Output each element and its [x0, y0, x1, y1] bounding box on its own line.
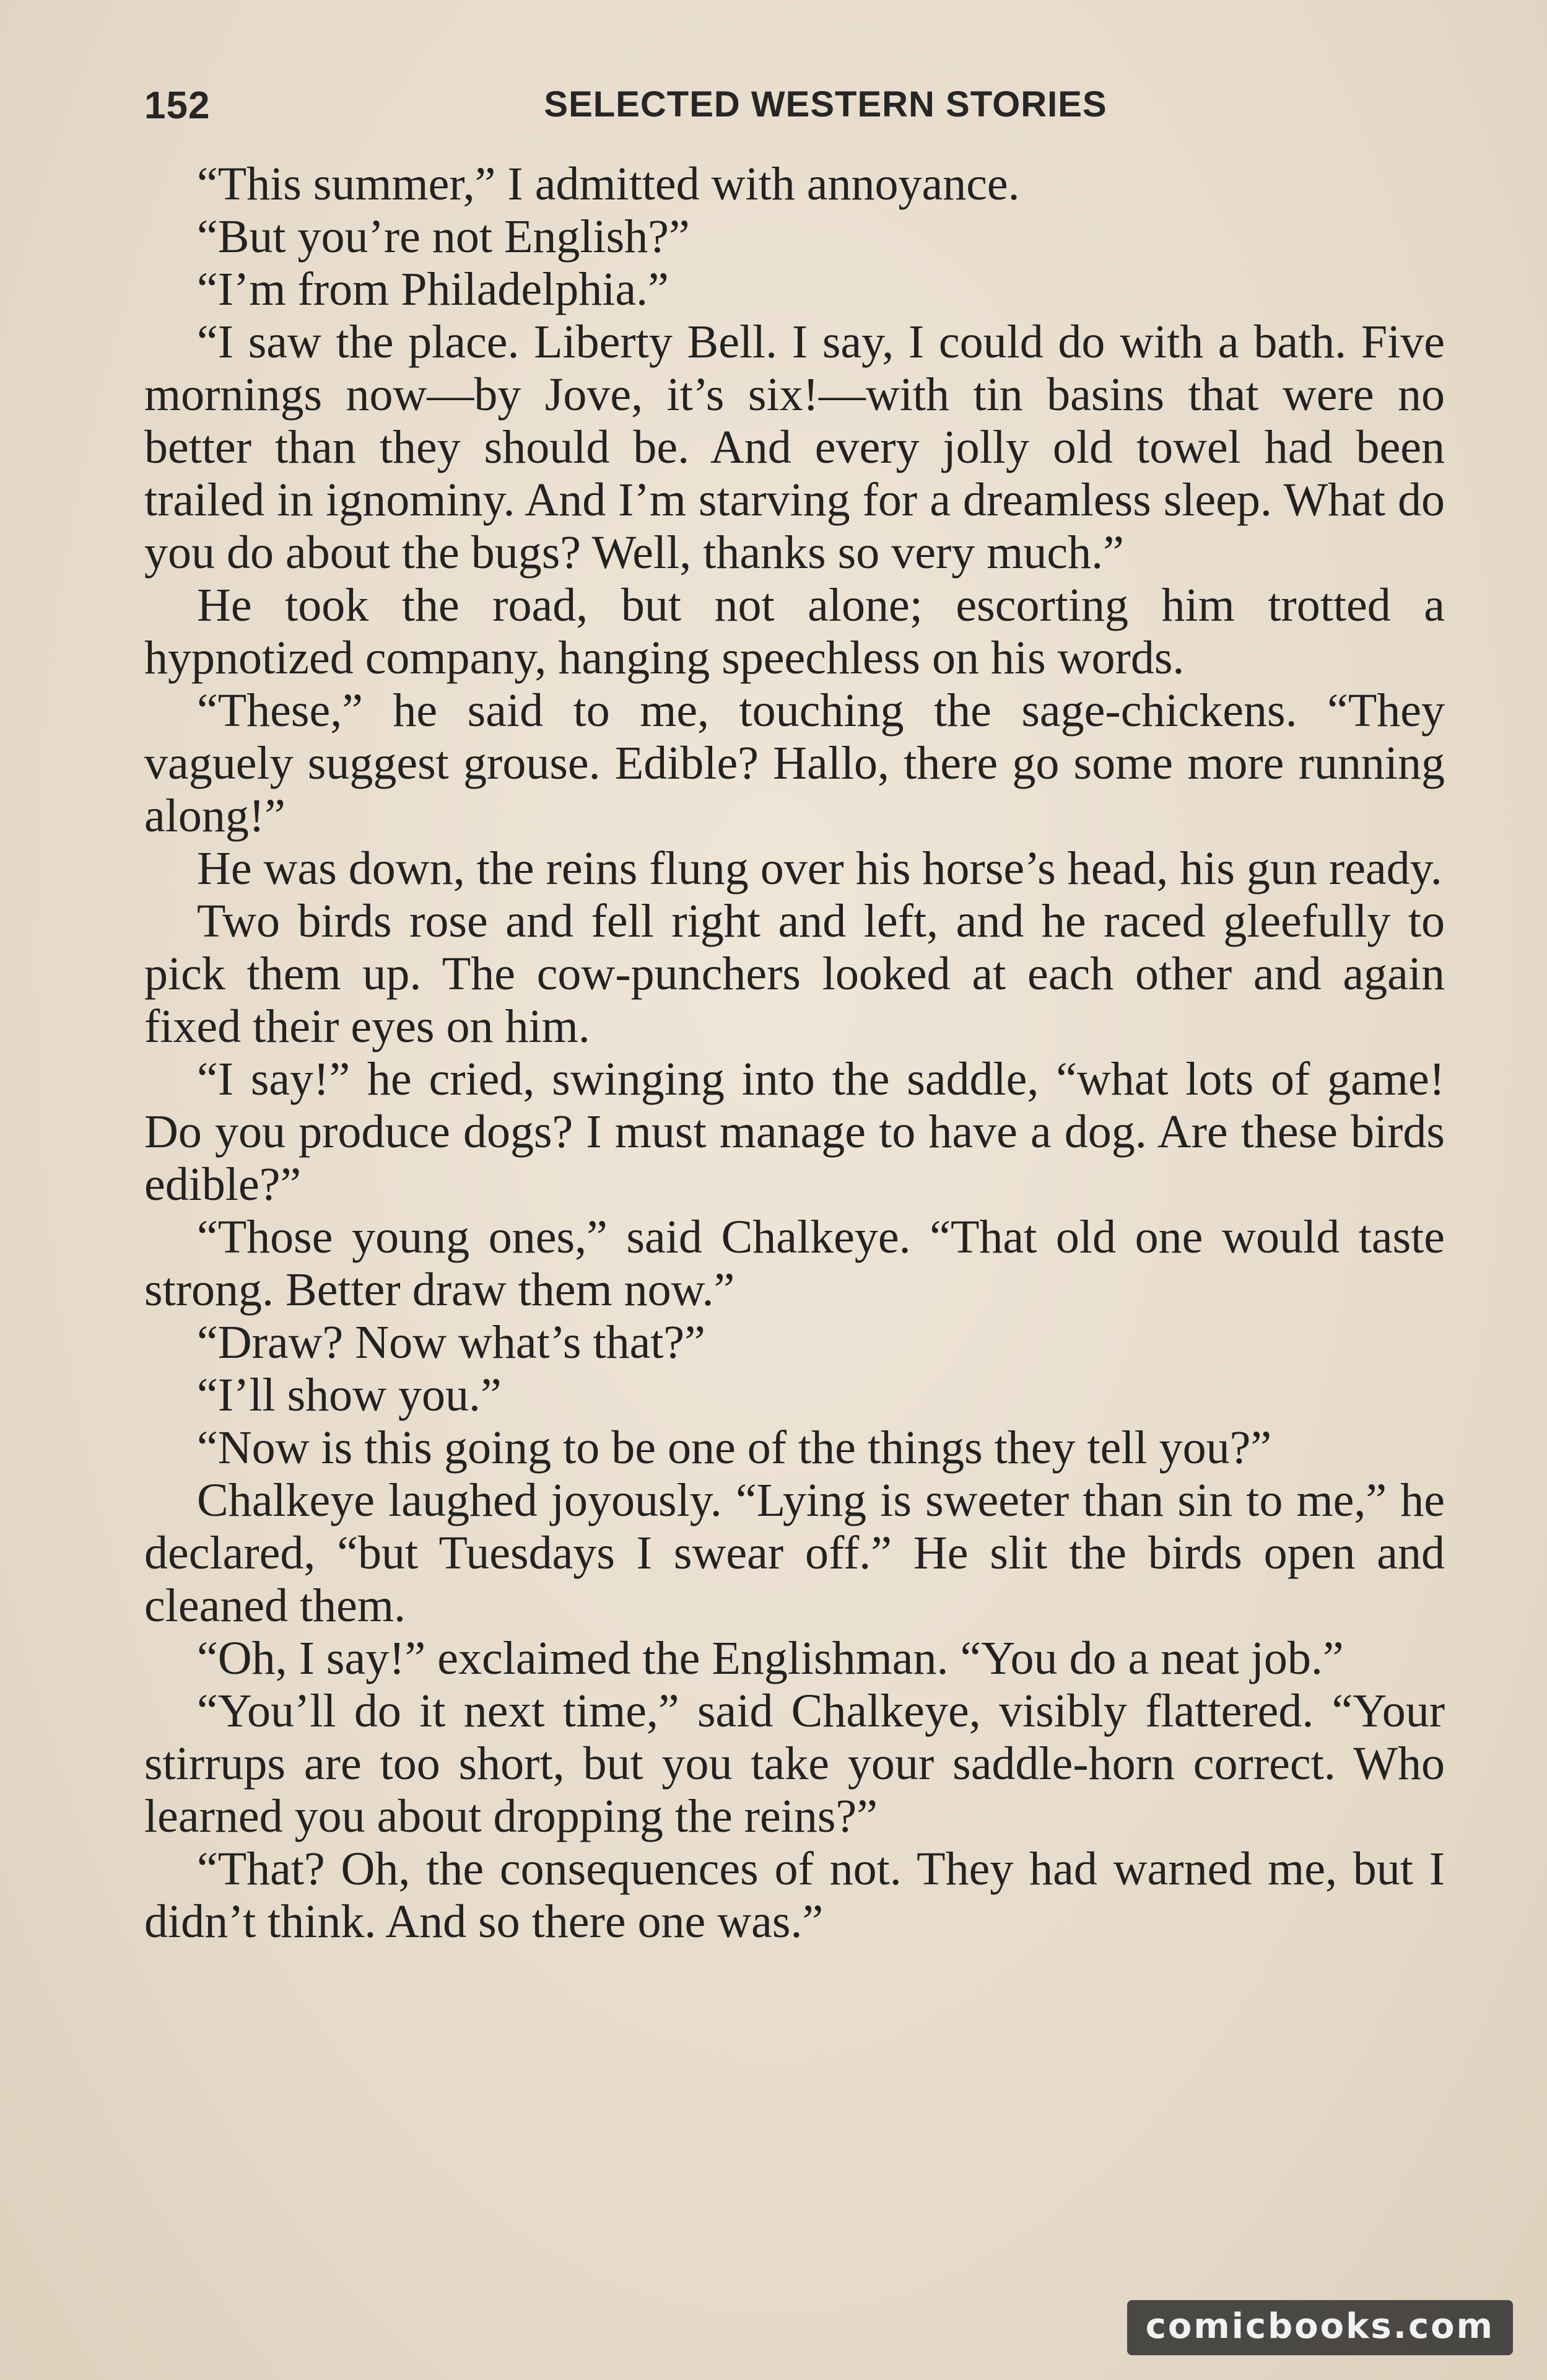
paragraph: He took the road, but not alone; escorting him trotted a hypnotized company, hanging speechless on his words. [144, 579, 1445, 684]
page-number: 152 [144, 84, 211, 127]
paragraph: “I saw the place. Liberty Bell. I say, I could do with a bath. Five mornings now—by Jove, it’s six!—with tin basins that were no better than they should be. And every jolly old towel had been trailed in ignominy. And I’m starving for a dreamless sleep. What do you do about the bugs? Well, thanks so very much.” [144, 316, 1445, 579]
paragraph: “Those young ones,” said Chalkeye. “That old one would taste strong. Better draw them now.” [144, 1211, 1445, 1316]
paragraph: “These,” he said to me, touching the sage-chickens. “They vaguely suggest grouse. Edible? Hallo, there go some more running along!” [144, 685, 1445, 842]
paragraph: “I say!” he cried, swinging into the saddle, “what lots of game! Do you produce dogs? I must manage to have a dog. Are these birds edible?” [144, 1053, 1445, 1210]
paragraph: “This summer,” I admitted with annoyance. [197, 158, 1020, 210]
body-text [144, 158, 1445, 1948]
paragraph: “That? Oh, the consequences of not. They had warned me, but I didn’t think. And so there one was.” [144, 1843, 1445, 1948]
paragraph: “Oh, I say!” exclaimed the Englishman. “You do a neat job.” [197, 1632, 1344, 1684]
paragraph: Two birds rose and fell right and left, and he raced gleefully to pick them up. The cow-punchers looked at each other and again fixed their eyes on him. [144, 895, 1445, 1052]
paragraph: “I’ll show you.” [197, 1369, 502, 1421]
page-header [144, 84, 1445, 139]
running-title: SELECTED WESTERN STORIES [544, 84, 1107, 125]
paragraph: “But you’re not English?” [197, 211, 690, 263]
paragraph: He was down, the reins flung over his horse’s head, his gun ready. [197, 842, 1442, 895]
paragraph: “Draw? Now what’s that?” [197, 1316, 705, 1368]
watermark-badge: comicbooks.com [1127, 2300, 1513, 2355]
paragraph: “You’ll do it next time,” said Chalkeye, visibly flattered. “Your stirrups are too short, but you take your saddle-horn correct. Who learned you about dropping the reins?” [144, 1685, 1445, 1842]
paragraph: Chalkeye laughed joyously. “Lying is sweeter than sin to me,” he declared, “but Tuesdays I swear off.” He slit the birds open and cleaned them. [144, 1474, 1445, 1632]
paragraph: “I’m from Philadelphia.” [197, 263, 669, 315]
paragraph: “Now is this going to be one of the things they tell you?” [197, 1422, 1272, 1474]
